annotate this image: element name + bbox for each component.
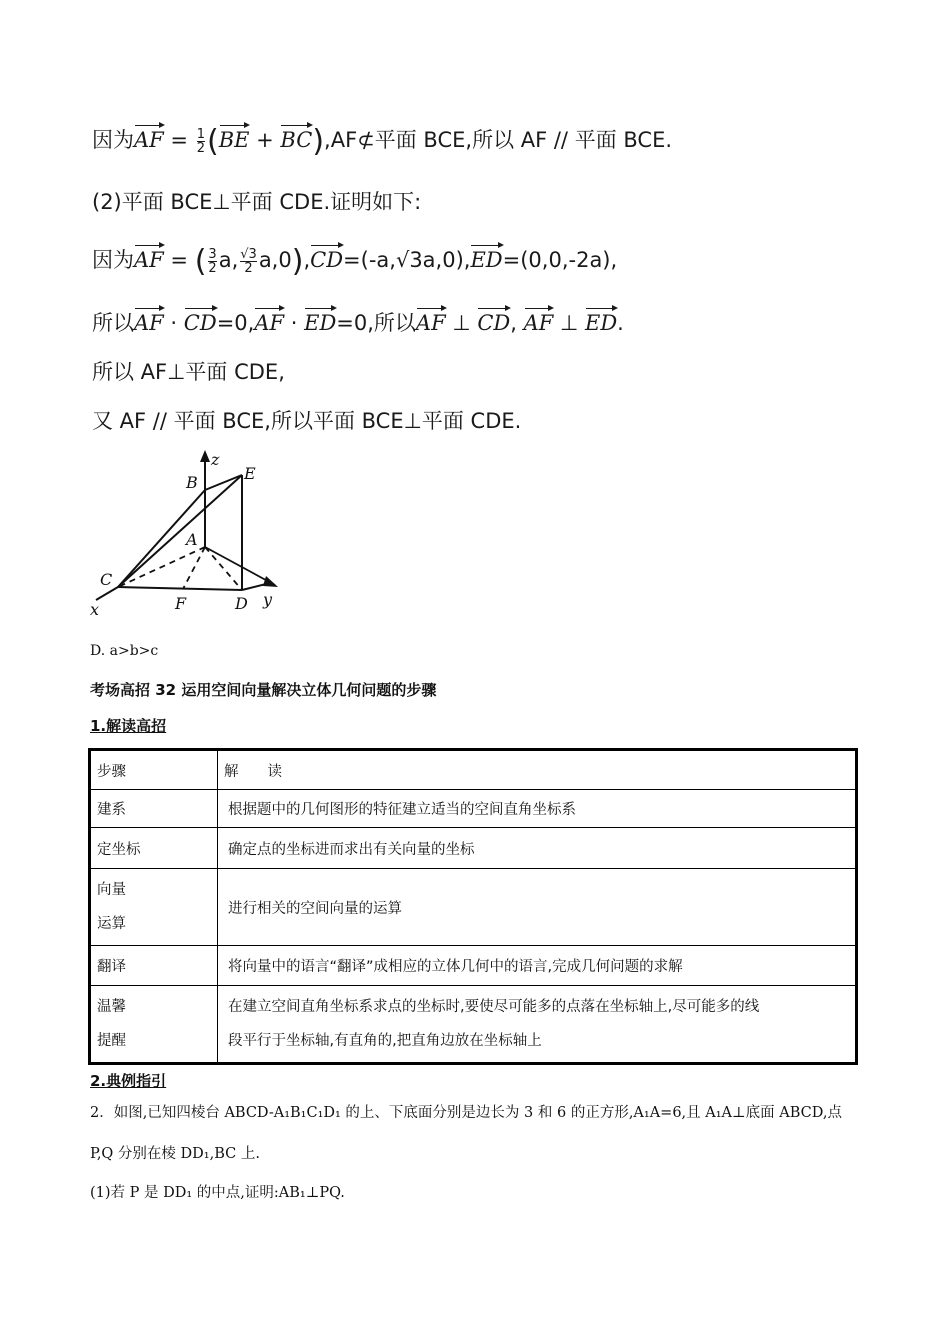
table-row — [90, 790, 857, 828]
label-b: B — [186, 473, 198, 492]
proof-line-3 — [92, 244, 617, 279]
numerator: √3 — [240, 246, 257, 262]
z-arrow — [200, 450, 210, 462]
row-step-line1: 温馨 — [97, 999, 126, 1015]
table-row — [90, 828, 857, 869]
row-step — [90, 986, 218, 1064]
vector-ed: ED — [470, 248, 503, 272]
label-d: D — [235, 594, 248, 613]
row-desc: 根据题中的几何图形的特征建立适当的空间直角坐标系 — [218, 790, 857, 828]
proof-line-6: 又 AF // 平面 BCE,所以平面 BCE⊥平面 CDE. — [92, 409, 522, 433]
vector-be: BE — [218, 128, 250, 152]
text: a,0 — [258, 248, 292, 272]
problem-line-3: (1)若 P 是 DD₁ 的中点,证明:AB₁⊥PQ. — [90, 1185, 345, 1201]
row-step-line1: 向量 — [97, 882, 126, 898]
problem-line-2: P,Q 分别在棱 DD₁,BC 上. — [90, 1146, 260, 1162]
numerator: 1 — [196, 126, 205, 142]
label-a: A — [186, 530, 198, 549]
row-desc: 将向量中的语言“翻译”成相应的立体几何中的语言,完成几何问题的求解 — [218, 946, 857, 986]
proof-line-2: (2)平面 BCE⊥平面 CDE.证明如下: — [92, 190, 422, 214]
vector-cd: CD — [183, 311, 217, 335]
geometry-figure — [80, 445, 300, 620]
row-step-line2: 运算 — [97, 916, 126, 932]
text: ⊥ — [553, 311, 585, 335]
problem-line-1: 2．如图,已知四棱台 ABCD-A₁B₁C₁D₁ 的上、下底面分别是边长为 3 和 6 的正方形,A₁A=6,且 A₁A⊥底面 ABCD,点 — [90, 1105, 842, 1121]
subsection-heading-2: 2.典例指引 — [90, 1072, 167, 1090]
text: · — [163, 311, 184, 335]
vector-cd: CD — [477, 311, 511, 335]
table-row — [90, 869, 857, 946]
text: =0,所以 — [336, 311, 416, 335]
proof-line-5: 所以 AF⊥平面 CDE, — [92, 360, 285, 384]
paren: ( — [194, 244, 207, 279]
text: 所以 — [92, 311, 134, 335]
paren: ( — [206, 124, 219, 159]
edge-cd — [118, 587, 242, 590]
text: + — [249, 128, 281, 152]
vector-bc: BC — [280, 128, 313, 152]
proof-line-4 — [92, 307, 624, 337]
text: · — [284, 311, 305, 335]
text: a, — [218, 248, 239, 272]
text: =(0,0,-2a), — [502, 248, 618, 272]
y-axis-arrow-line — [205, 547, 275, 585]
label-y: y — [263, 590, 273, 609]
text: 因为 — [92, 248, 134, 272]
text: 因为 — [92, 128, 134, 152]
text: ,AF⊄平面 BCE,所以 AF // 平面 BCE. — [324, 128, 673, 152]
denominator: 2 — [208, 260, 217, 276]
text: , — [510, 311, 524, 335]
subsection-heading-1: 1.解读高招 — [90, 717, 167, 735]
row-desc-line1: 在建立空间直角坐标系求点的坐标时,要使尽可能多的点落在坐标轴上,尽可能多的线 — [228, 999, 760, 1015]
label-z: z — [211, 450, 220, 469]
fraction — [197, 128, 205, 155]
option-d: D. a>b>c — [90, 643, 159, 659]
label-e: E — [244, 464, 256, 483]
table-row — [90, 946, 857, 986]
row-step — [90, 869, 218, 946]
vector-af: AF — [134, 311, 164, 335]
vector-af: AF — [134, 248, 164, 272]
vector-af: AF — [523, 311, 554, 335]
steps-table — [88, 748, 858, 1065]
row-desc-line2: 段平行于坐标轴,有直角的,把直角边放在坐标轴上 — [228, 1033, 542, 1049]
denominator: 2 — [244, 260, 253, 276]
label-f: F — [175, 594, 187, 613]
y-arrow — [263, 576, 278, 587]
dashed-ac — [118, 547, 205, 587]
header-desc: 解 读 — [218, 750, 857, 790]
section-title: 考场高招 32 运用空间向量解决立体几何问题的步骤 — [90, 681, 437, 699]
row-step: 定坐标 — [90, 828, 218, 869]
fraction — [240, 248, 257, 275]
text: =0, — [216, 311, 255, 335]
vector-af: AF — [134, 128, 164, 152]
header-step: 步骤 — [90, 750, 218, 790]
numerator: 3 — [208, 246, 217, 262]
paren: ) — [291, 244, 304, 279]
fraction — [208, 248, 216, 275]
paren: ) — [312, 124, 325, 159]
vector-cd: CD — [310, 248, 344, 272]
text: =(-a,√3a,0), — [343, 248, 471, 272]
dashed-ad — [205, 547, 242, 590]
label-c: C — [100, 570, 113, 589]
row-step-line2: 提醒 — [97, 1033, 126, 1049]
text: ⊥ — [445, 311, 478, 335]
proof-line-1 — [92, 124, 672, 159]
row-desc: 确定点的坐标进而求出有关向量的坐标 — [218, 828, 857, 869]
denominator: 2 — [196, 140, 205, 156]
label-x: x — [90, 600, 100, 619]
row-desc — [218, 986, 857, 1064]
dashed-af — [183, 547, 205, 589]
text: = — [163, 248, 195, 272]
vector-af: AF — [415, 311, 446, 335]
row-step: 建系 — [90, 790, 218, 828]
text: . — [617, 311, 624, 335]
table-header-row — [90, 750, 857, 790]
row-desc: 进行相关的空间向量的运算 — [218, 869, 857, 946]
vector-af: AF — [254, 311, 285, 335]
edge-ce — [118, 475, 242, 587]
table-row — [90, 986, 857, 1064]
row-step: 翻译 — [90, 946, 218, 986]
text: , — [303, 248, 311, 272]
text: = — [163, 128, 195, 152]
vector-ed: ED — [585, 311, 618, 335]
vector-ed: ED — [304, 311, 337, 335]
edge-be — [205, 475, 242, 490]
